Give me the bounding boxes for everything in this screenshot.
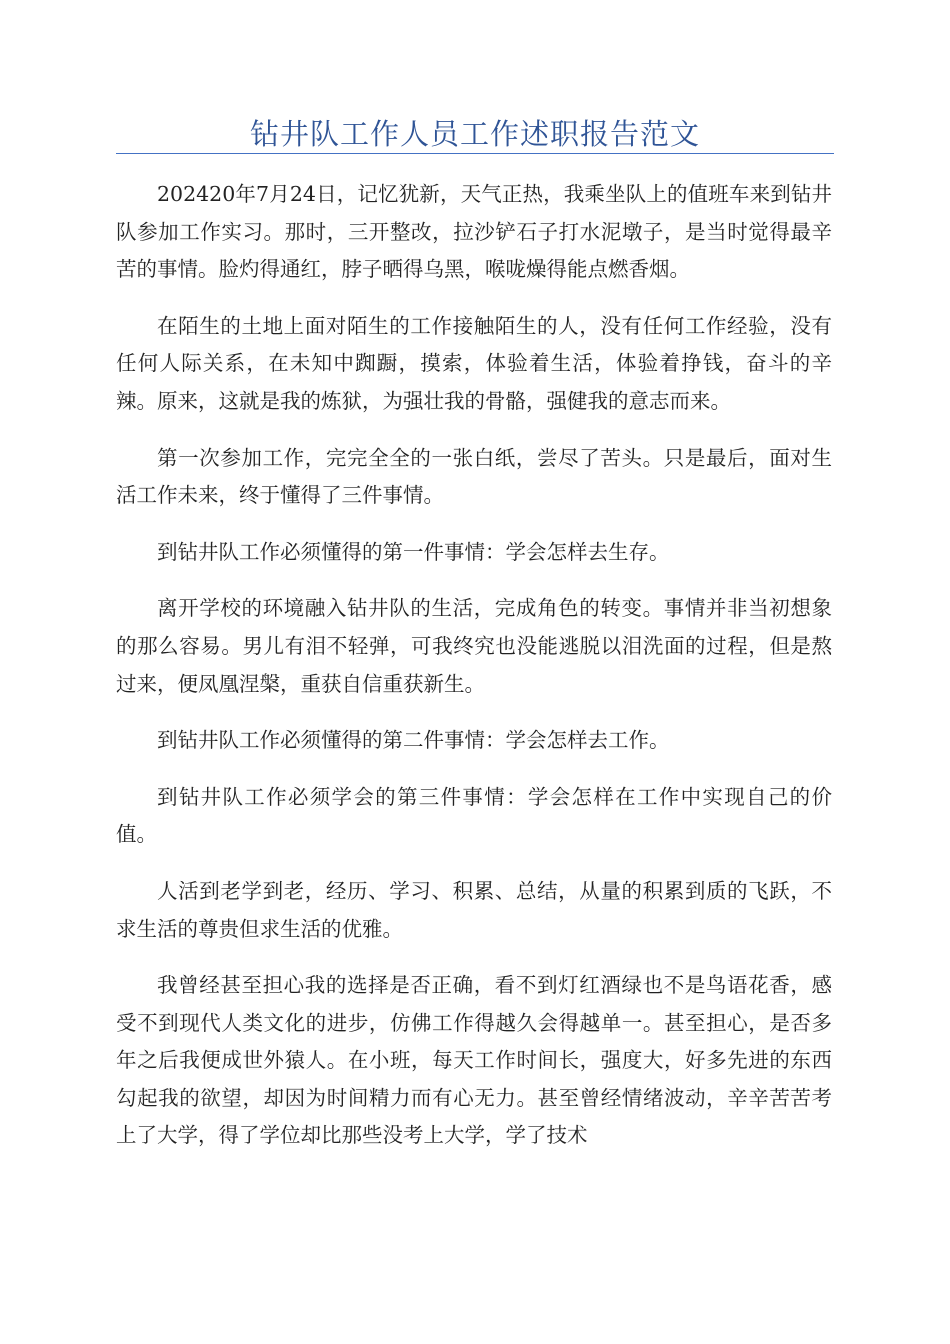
paragraph-1: 202420年7月24日，记忆犹新，天气正热，我乘坐队上的值班车来到钻井队参加工作实习。那时，三开整改，拉沙铲石子打水泥墩子，是当时觉得最辛苦的事情。脸灼得通红，脖子晒得乌黑，喉咙燥得能点燃香烟。 [116,182,832,282]
paragraph-3: 第一次参加工作，完完全全的一张白纸，尝尽了苦头。只是最后，面对生活工作未来，终于懂得了三件事情。 [116,445,832,508]
paragraph-5: 离开学校的环境融入钻井队的生活，完成角色的转变。事情并非当初想象的那么容易。男儿有泪不轻弹，可我终究也没能逃脱以泪洗面的过程，但是熬过来，便凤凰涅槃，重获自信重获新生。 [116,596,832,696]
paragraph-6: 到钻井队工作必须懂得的第二件事情：学会怎样去工作。 [157,728,670,753]
paragraph-4: 到钻井队工作必须懂得的第一件事情：学会怎样去生存。 [157,539,670,564]
paragraph-8: 人活到老学到老，经历、学习、积累、总结，从量的积累到质的飞跃，不求生活的尊贵但求生活的优雅。 [116,878,832,941]
paragraph-2: 在陌生的土地上面对陌生的工作接触陌生的人，没有任何工作经验，没有任何人际关系，在未知中踟蹰，摸索，体验着生活，体验着挣钱，奋斗的辛辣。原来，这就是我的炼狱，为强壮我的骨骼，强健我的意志而来。 [116,313,832,413]
paragraph-9: 我曾经甚至担心我的选择是否正确，看不到灯红酒绿也不是鸟语花香，感受不到现代人类文化的进步，仿佛工作得越久会得越单一。甚至担心，是否多年之后我便成世外猿人。在小班，每天工作时间长，强度大，好多先进的东西勾起我的欲望，却因为时间精力而有心无力。甚至曾经情绪波动，辛辛苦苦考上了大学，得了学位却比那些没考上大学，学了技术 [116,973,832,1148]
document-title: 钻井队工作人员工作述职报告范文 [249,117,700,151]
title-underline [116,153,834,154]
document-body [116,176,832,1174]
paragraph-7: 到钻井队工作必须学会的第三件事情：学会怎样在工作中实现自己的价值。 [116,784,832,847]
